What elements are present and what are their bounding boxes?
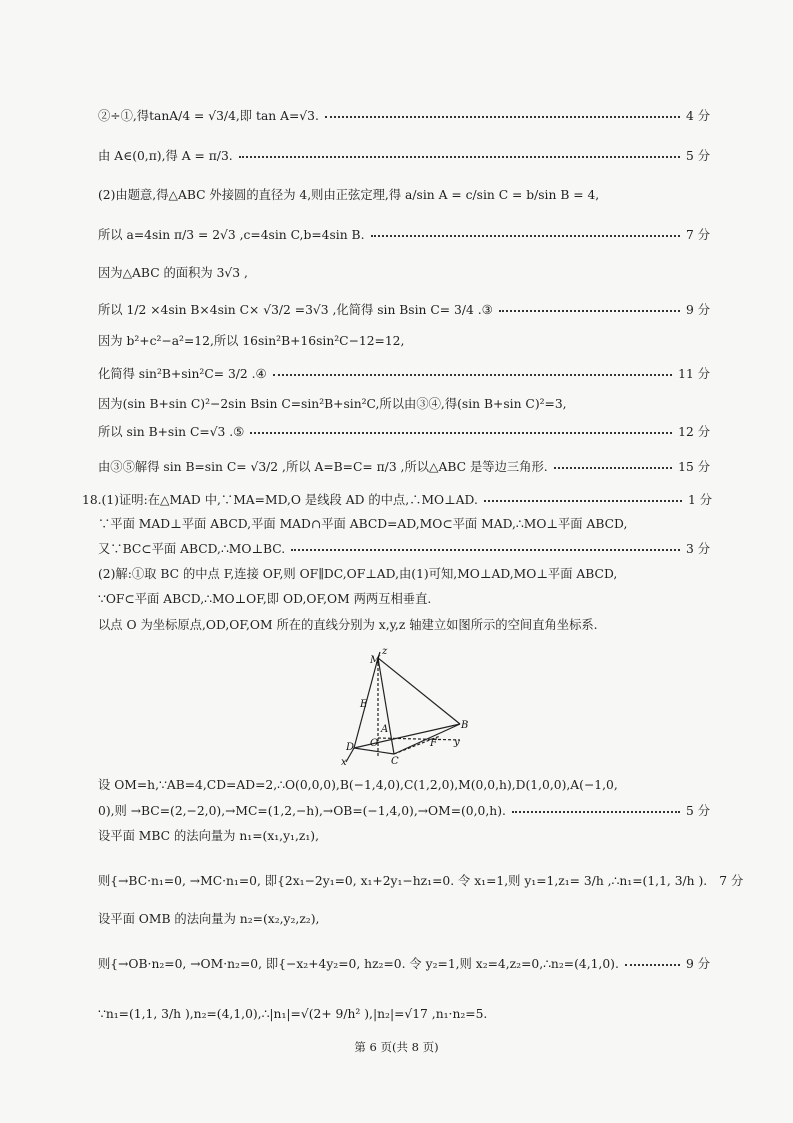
line-text: 则{→BC·n₁=0, →MC·n₁=0, 即{2x₁−2y₁=0, x₁+2y₁−hz₁=0. 令 x₁=1,则 y₁=1,z₁= 3/h ,∴n₁=(1,1, 3/h ). <box>98 874 708 888</box>
points-label: 3 分 <box>685 542 710 556</box>
label-E: E <box>360 699 368 710</box>
solution-line <box>98 421 710 441</box>
line-text: 则{→OB·n₂=0, →OM·n₂=0, 即{−x₂+4y₂=0, hz₂=0. 令 y₂=1,则 x₂=4,z₂=0,∴n₂=(4,1,0). <box>98 957 619 971</box>
line-text: (2)解:①取 BC 的中点 F,连接 OF,则 OF∥DC,OF⊥AD,由(1)可知,MO⊥AD,MO⊥平面 ABCD, <box>98 567 618 581</box>
solution-line <box>98 330 710 350</box>
points-label: 12 分 <box>678 425 710 439</box>
label-B: B <box>461 720 469 731</box>
line-text: 所以 a=4sin π/3 = 2√3 ,c=4sin C,b=4sin B. <box>98 228 365 242</box>
solution-line <box>98 825 710 845</box>
solution-line <box>98 774 710 794</box>
label-y: y <box>454 737 460 748</box>
leader-dots <box>499 310 680 312</box>
line-text: 因为 b²+c²−a²=12,所以 16sin²B+16sin²C−12=12, <box>98 334 405 348</box>
solution-line <box>98 870 744 890</box>
label-z: z <box>382 646 388 657</box>
line-text: ②÷①,得tanA/4 = √3/4,即 tan A=√3. <box>98 109 319 123</box>
line-text: 设 OM=h,∵AB=4,CD=AD=2,∴O(0,0,0),B(−1,4,0),C(1,2,0),M(0,0,h),D(1,0,0),A(−1,0, <box>98 778 618 792</box>
solution-line <box>98 363 710 383</box>
line-text: ∵OF⊂平面 ABCD,∴MO⊥OF,即 OD,OF,OM 两两互相垂直. <box>98 592 432 606</box>
label-D: D <box>346 742 355 753</box>
label-x: x <box>341 757 347 768</box>
points-label: 15 分 <box>678 460 710 474</box>
points-label: 5 分 <box>685 804 710 818</box>
leader-dots <box>371 235 680 237</box>
leader-dots <box>325 116 680 118</box>
points-label: 11 分 <box>678 367 710 381</box>
pyramid-figure <box>336 644 478 766</box>
line-text: (2)由题意,得△ABC 外接圆的直径为 4,则由正弦定理,得 a/sin A = c/sin C = b/sin B = 4, <box>98 188 600 202</box>
leader-dots <box>250 432 672 434</box>
leader-dots <box>484 500 682 502</box>
points-label: 9 分 <box>685 957 710 971</box>
solution-line <box>98 588 710 608</box>
leader-dots <box>291 549 680 551</box>
leader-dots <box>273 374 673 376</box>
solution-line <box>98 393 710 413</box>
points-label: 1 分 <box>687 493 712 507</box>
leader-dots <box>625 964 680 966</box>
solution-line <box>98 184 710 204</box>
label-C: C <box>391 756 399 767</box>
line-text: 化简得 sin²B+sin²C= 3/2 .④ <box>98 367 267 381</box>
points-label: 7 分 <box>719 874 744 888</box>
points-label: 5 分 <box>685 149 710 163</box>
solution-line <box>98 105 710 125</box>
solution-line <box>98 953 710 973</box>
line-text: ∵n₁=(1,1, 3/h ),n₂=(4,1,0),∴|n₁|=√(2+ 9/h² ),|n₂|=√17 ,n₁·n₂=5. <box>98 1007 488 1021</box>
label-A: A <box>381 724 389 735</box>
line-text: 由 A∈(0,π),得 A = π/3. <box>98 149 233 163</box>
leader-dots <box>512 811 680 813</box>
points-label: 4 分 <box>685 109 710 123</box>
solution-line <box>98 908 710 928</box>
leader-dots <box>554 467 672 469</box>
line-text: 因为△ABC 的面积为 3√3 , <box>98 266 248 280</box>
leader-dots <box>239 156 680 158</box>
line-text: 0),则 →BC=(2,−2,0),→MC=(1,2,−h),→OB=(−1,4,0),→OM=(0,0,h). <box>98 804 506 818</box>
label-M: M <box>370 655 381 666</box>
points-label: 7 分 <box>685 228 710 242</box>
solution-line <box>98 262 710 282</box>
line-text: 又∵BC⊂平面 ABCD,∴MO⊥BC. <box>98 542 286 556</box>
solution-line <box>98 800 710 820</box>
line-text: 因为(sin B+sin C)²−2sin Bsin C=sin²B+sin²C,所以由③④,得(sin B+sin C)²=3, <box>98 397 567 411</box>
page-footer: 第 6 页(共 8 页) <box>354 1040 439 1054</box>
solution-line <box>98 456 710 476</box>
line-text: ∵平面 MAD⊥平面 ABCD,平面 MAD∩平面 ABCD=AD,MO⊂平面 MAD,∴MO⊥平面 ABCD, <box>98 517 628 531</box>
line-text: 设平面 MBC 的法向量为 n₁=(x₁,y₁,z₁), <box>98 829 319 843</box>
line-text: 18.(1)证明:在△MAD 中,∵MA=MD,O 是线段 AD 的中点,∴MO⊥AD. <box>82 493 478 507</box>
solution-line <box>98 513 710 533</box>
solution-line <box>82 489 712 509</box>
label-O: O <box>370 738 379 749</box>
points-label: 9 分 <box>685 303 710 317</box>
line-text: 所以 1/2 ×4sin B×4sin C× √3/2 =3√3 ,化简得 sin Bsin C= 3/4 .③ <box>98 303 493 317</box>
solution-line <box>98 614 710 634</box>
solution-line <box>98 145 710 165</box>
solution-line <box>98 1004 710 1024</box>
line-text: 所以 sin B+sin C=√3 .⑤ <box>98 425 245 439</box>
line-text: 设平面 OMB 的法向量为 n₂=(x₂,y₂,z₂), <box>98 912 320 926</box>
label-F: F <box>430 738 437 749</box>
solution-line <box>98 538 710 558</box>
line-text: 以点 O 为坐标原点,OD,OF,OM 所在的直线分别为 x,y,z 轴建立如图所示的空间直角坐标系. <box>98 618 598 632</box>
solution-line <box>98 563 710 583</box>
line-text: 由③⑤解得 sin B=sin C= √3/2 ,所以 A=B=C= π/3 ,所以△ABC 是等边三角形. <box>98 460 548 474</box>
solution-line <box>98 224 710 244</box>
solution-line <box>98 299 710 319</box>
